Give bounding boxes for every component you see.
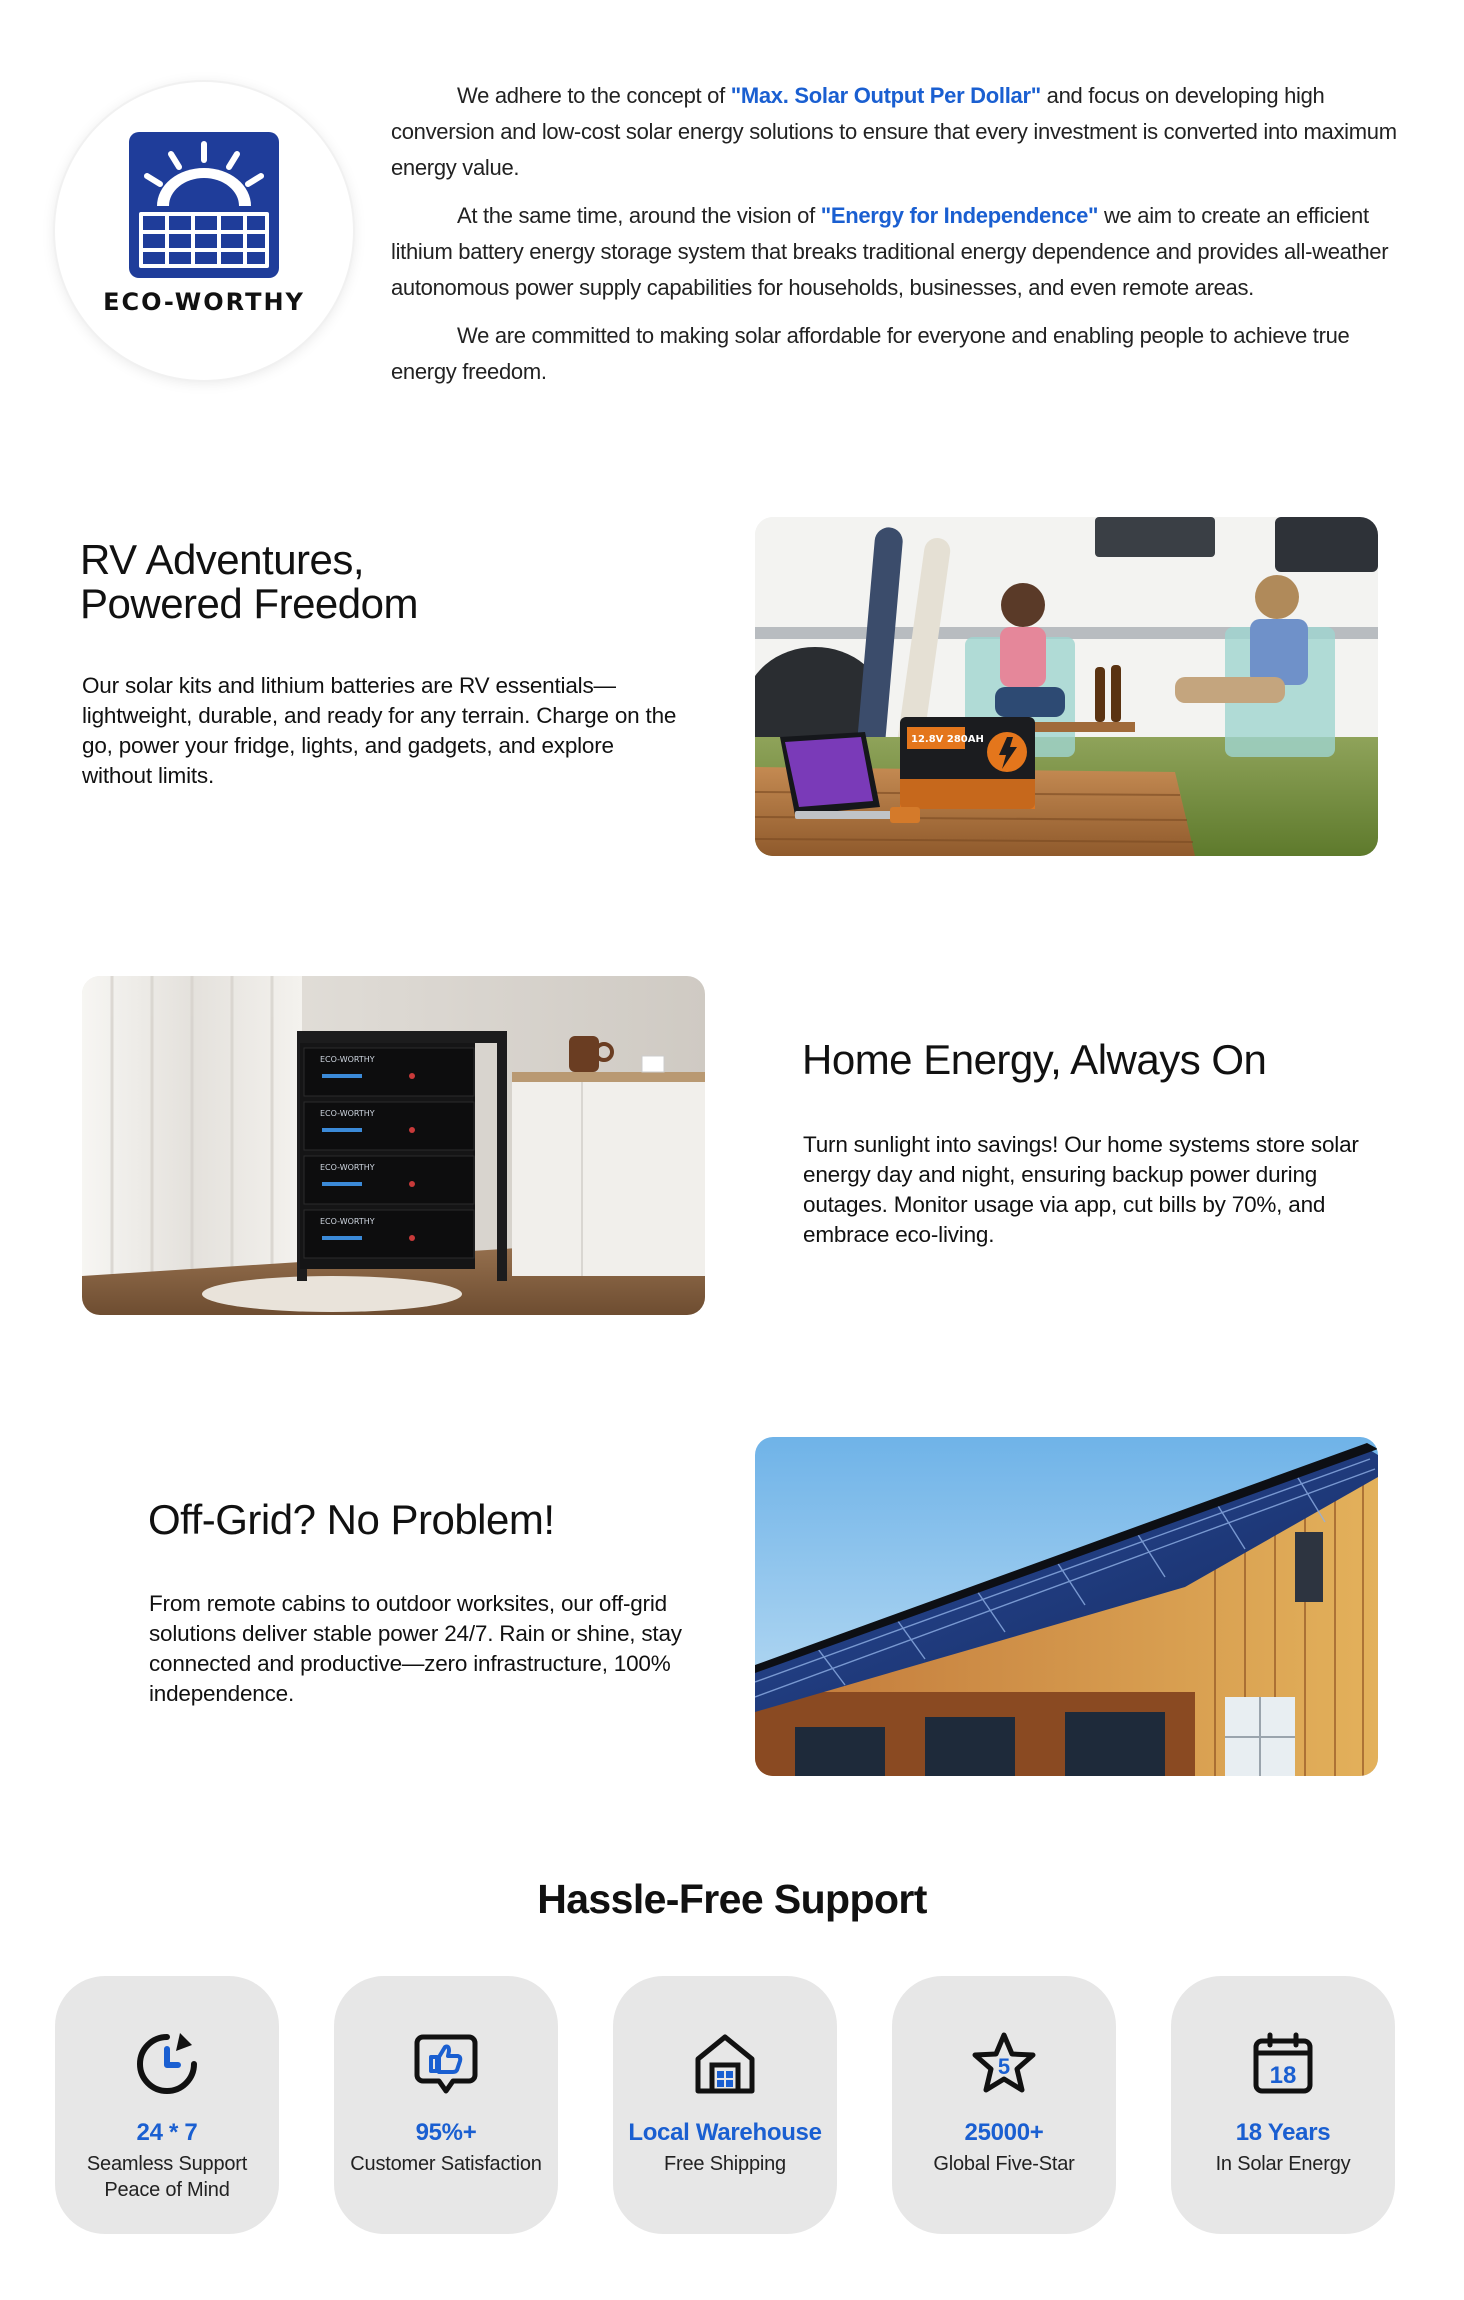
support-value-5: 18 Years [1235, 2119, 1331, 2146]
intro-p1-before: We adhere to the concept of [457, 83, 731, 108]
support-card-experience [1171, 1976, 1395, 2234]
intro-highlight-2: "Energy for Independence" [820, 203, 1099, 228]
intro-paragraph-2 [391, 198, 1411, 306]
support-card-availability [55, 1976, 279, 2234]
offgrid-house-photo [755, 1437, 1378, 1776]
support-value-1: 24 * 7 [136, 2119, 198, 2146]
calendar-icon-text: 18 [1269, 2062, 1297, 2089]
rv-section-title [80, 538, 418, 626]
sun-panel-logo-icon [129, 132, 279, 278]
support-card-satisfaction [334, 1976, 558, 2234]
rack-label-3: ECO-WORTHY [320, 1163, 375, 1172]
home-section-title: Home Energy, Always On [802, 1036, 1267, 1083]
support-caption-1 [87, 2151, 247, 2203]
intro-highlight-1: "Max. Solar Output Per Dollar" [730, 83, 1041, 108]
rack-label-2: ECO-WORTHY [320, 1109, 375, 1118]
brand-logo [55, 82, 353, 380]
support-card-reviews [892, 1976, 1116, 2234]
rack-label-1: ECO-WORTHY [320, 1055, 375, 1064]
clock-refresh-icon [134, 2031, 200, 2097]
support-caption-2: Customer Satisfaction [350, 2153, 542, 2175]
support-caption-3: Free Shipping [664, 2153, 786, 2175]
intro-p2-before: At the same time, around the vision of [457, 203, 821, 228]
support-caption-1-line2: Peace of Mind [104, 2179, 230, 2201]
star-five-icon [971, 2031, 1037, 2097]
support-card-warehouse [613, 1976, 837, 2234]
rv-title-line2: Powered Freedom [80, 580, 418, 627]
brand-name: ECO-WORTHY [103, 288, 305, 316]
rack-label-4: ECO-WORTHY [320, 1217, 375, 1226]
intro-p2-after: we aim to create an efficient lithium battery energy storage system that breaks traditional energy dependence and provides all-weather autonomous power supply capabilities for households, businesses, and even remote areas. [391, 203, 1389, 300]
support-caption-5: In Solar Energy [1215, 2153, 1351, 2175]
home-section-text: Turn sunlight into savings! Our home systems store solar energy day and night, ensuring backup power during outages. Monitor usage via app, cut bills by 70%, and embrace eco-living. [803, 1132, 1359, 1247]
support-value-2: 95%+ [415, 2119, 477, 2146]
rv-camping-photo [755, 517, 1378, 856]
support-value-3: Local Warehouse [628, 2119, 822, 2146]
rv-title-line1: RV Adventures, [80, 536, 365, 583]
support-caption-4: Global Five-Star [933, 2153, 1075, 2175]
intro-paragraph-3: We are committed to making solar affordable for everyone and enabling people to achieve true energy freedom. [391, 323, 1350, 384]
thumbs-up-icon [413, 2031, 479, 2097]
support-caption-1-line1: Seamless Support [86, 2153, 248, 2175]
intro-paragraph-1 [391, 78, 1411, 186]
support-value-4: 25000+ [964, 2119, 1044, 2146]
offgrid-section-title: Off-Grid? No Problem! [148, 1496, 555, 1543]
intro-p1-after: and focus on developing high conversion and low-cost solar energy solutions to ensure that every investment is converted into maximum energy value. [391, 83, 1397, 180]
warehouse-icon [692, 2031, 758, 2097]
home-battery-photo [82, 976, 705, 1315]
offgrid-section-text: From remote cabins to outdoor worksites, our off-grid solutions deliver stable power 24/7. Rain or shine, stay connected and productive—zero infrastructure, 100% independence. [149, 1591, 682, 1706]
rv-battery-label: 12.8V 280AH [911, 734, 984, 745]
star-icon-text: 5 [997, 2054, 1011, 2079]
rv-section-text: Our solar kits and lithium batteries are RV essentials—lightweight, durable, and ready for any terrain. Charge on the go, power your fridge, lights, and gadgets, and explore without limits. [82, 673, 677, 788]
intro-text [391, 78, 1411, 402]
support-title: Hassle-Free Support [537, 1876, 927, 1922]
calendar-icon [1250, 2031, 1316, 2097]
